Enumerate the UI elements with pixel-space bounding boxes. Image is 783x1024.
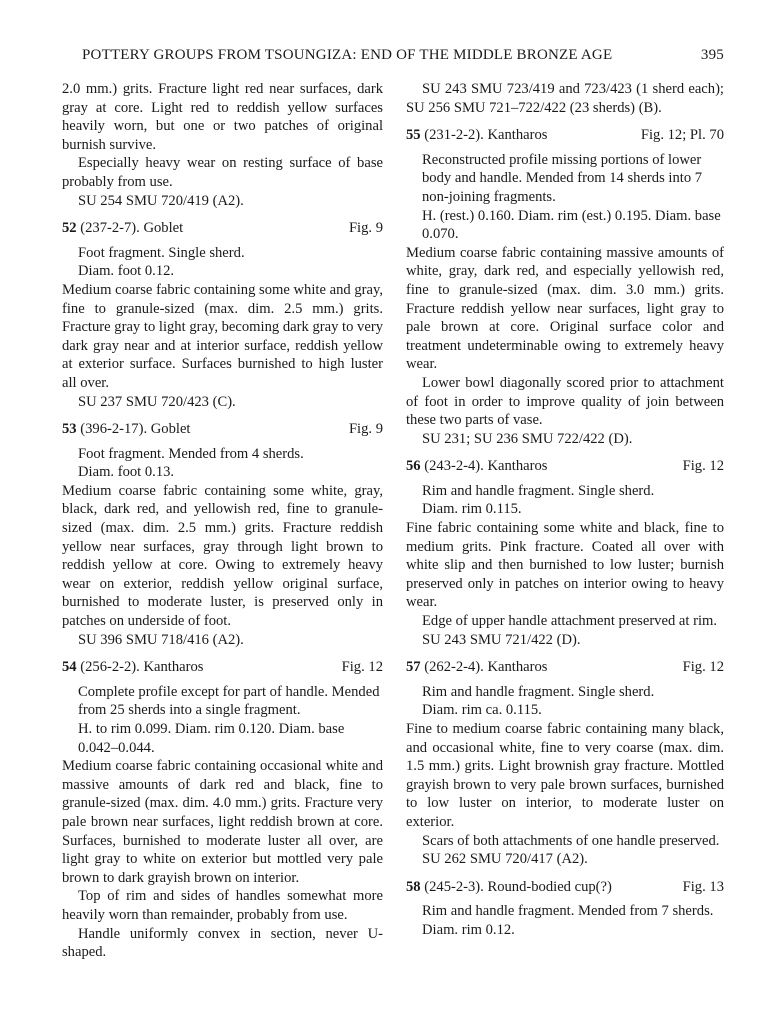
entry-body-paragraph: Medium coarse fabric containing occasional white and massive amounts of dark red and black, fine to granule-sized (max. dim. 4.0 mm.) grits. Fracture very pale brown near surfaces, light reddish brown at core. Surfaces, burnished to moderate luster all over, are light gray to white on exterior but mottled very pale brown to dark grayish brown on interior. <box>62 758 383 886</box>
entry-description: Foot fragment. Single sherd. <box>78 244 245 261</box>
catalogue-entry-heading <box>62 219 383 238</box>
running-title: POTTERY GROUPS FROM TSOUNGIZA: END OF THE MIDDLE BRONZE AGE <box>82 47 613 63</box>
figure-reference: Fig. 12 <box>682 659 724 676</box>
entry-number: 57 <box>406 659 421 676</box>
catalogue-entry-heading <box>406 457 724 476</box>
entry-description: Rim and handle fragment. Mended from 7 sherds. <box>422 903 714 920</box>
catalogue-entry-heading <box>406 658 724 677</box>
entry-description: Diam. rim 0.12. <box>422 921 515 938</box>
entry-description: H. (rest.) 0.160. Diam. rim (est.) 0.195. Diam. base 0.070. <box>422 207 721 243</box>
figure-reference: Fig. 9 <box>348 220 383 237</box>
entry-title: (396-2-17). Goblet <box>76 421 191 438</box>
page-number: 395 <box>700 47 724 63</box>
carry-over-paragraph: 2.0 mm.) grits. Fracture light red near surfaces, dark gray at core. Light red to reddish yellow surfaces heavily worn, but one or two patches of original burnish survive. <box>62 81 383 153</box>
entry-number: 58 <box>406 878 421 895</box>
entry-description: Reconstructed profile missing portions of lower body and handle. Mended from 14 sherds into 7 non-joining fragments. <box>422 151 703 205</box>
carry-over-paragraph: SU 254 SMU 720/419 (A2). <box>78 192 244 209</box>
entry-description: Diam. rim ca. 0.115. <box>422 702 542 719</box>
figure-reference: Fig. 13 <box>682 878 724 895</box>
entry-body-paragraph: Medium coarse fabric containing some white, gray, black, dark red, and yellowish red, fine to granule-sized (max. dim. 2.5 mm.) grits. Fracture reddish yellow near surfaces, gray through light brown to reddish yellow at core. Owing to extremely heavy wear on exterior, reddish yellow original surface, burnished to moderate luster, is preserved only in patches on underside of foot. <box>62 482 383 630</box>
catalogue-entry-heading <box>406 878 724 897</box>
entry-number: 53 <box>62 421 77 438</box>
entry-description: Diam. rim 0.115. <box>422 501 522 518</box>
figure-reference: Fig. 12 <box>682 458 724 475</box>
entry-body-paragraph: Fine fabric containing some white and black, fine to medium grits. Pink fracture. Coated all over with white slip and then burnished to low luster; burnish preserved only in patches on interior owing to heavy wear. <box>406 520 724 611</box>
entry-number: 54 <box>62 659 77 676</box>
entry-title: (243-2-4). Kantharos <box>420 458 548 475</box>
entry-context-reference: SU 231; SU 236 SMU 722/422 (D). <box>422 430 633 447</box>
figure-reference: Fig. 12; Pl. 70 <box>640 127 724 144</box>
entry-context-reference: SU 262 SMU 720/417 (A2). <box>422 851 588 868</box>
right-column <box>406 80 724 940</box>
entry-body-paragraph: Top of rim and sides of handles somewhat more heavily worn than remainder, probably from use. <box>62 888 383 923</box>
entry-description: Rim and handle fragment. Single sherd. <box>422 683 655 700</box>
catalogue-entry-heading <box>406 126 724 145</box>
entry-description: Diam. foot 0.13. <box>78 464 175 481</box>
entry-body-paragraph: Edge of upper handle attachment preserved at rim. <box>422 613 717 630</box>
entry-body-paragraph: Lower bowl diagonally scored prior to attachment of foot in order to improve quality of join between these two parts of vase. <box>406 374 724 429</box>
entry-body-paragraph: Fine to medium coarse fabric containing many black, and occasional white, fine to very coarse (max. dim. 1.5 mm.) grits. Light brownish gray fracture. Mottled grayish brown to very pale brown surfaces, burnished to low luster on interior, to moderate luster on exterior. <box>406 721 724 830</box>
entry-context-reference: SU 243 SMU 721/422 (D). <box>422 631 581 648</box>
entry-description: Rim and handle fragment. Single sherd. <box>422 482 655 499</box>
entry-description: Foot fragment. Mended from 4 sherds. <box>78 445 304 462</box>
carry-over-paragraph: Especially heavy wear on resting surface of base probably from use. <box>62 155 383 190</box>
entry-body-paragraph: Handle uniformly convex in section, never U-shaped. <box>62 925 383 961</box>
entry-context-reference: SU 396 SMU 718/416 (A2). <box>78 631 244 648</box>
entry-title: (245-2-3). Round-bodied cup(?) <box>420 878 612 895</box>
entry-body-paragraph: Medium coarse fabric containing some white and gray, fine to granule-sized (max. dim. 2.5 mm.) grits. Fracture gray to light gray, becoming dark gray to very dark gray near and at interior surface, reddish yellow at exterior surface. Surfaces burnished to high luster all over. <box>62 281 383 391</box>
entry-number: 56 <box>406 458 421 475</box>
entry-context-reference: SU 237 SMU 720/423 (C). <box>78 393 236 410</box>
entry-title: (262-2-4). Kantharos <box>420 659 548 676</box>
entry-description: Complete profile except for part of handle. Mended from 25 sherds into a single fragment. <box>78 683 380 719</box>
left-column <box>62 80 383 962</box>
catalogue-entry-heading <box>62 420 383 439</box>
carry-over-paragraph: SU 243 SMU 723/419 and 723/423 (1 sherd each); SU 256 SMU 721–722/422 (23 sherds) (B). <box>406 81 724 116</box>
entry-description: Diam. foot 0.12. <box>78 263 175 280</box>
entry-number: 55 <box>406 127 421 144</box>
entry-description: H. to rim 0.099. Diam. rim 0.120. Diam. base 0.042–0.044. <box>78 721 345 756</box>
running-head <box>62 47 724 67</box>
entry-number: 52 <box>62 220 77 237</box>
entry-title: (231-2-2). Kantharos <box>420 127 548 144</box>
figure-reference: Fig. 9 <box>348 421 383 438</box>
entry-body-paragraph: Medium coarse fabric containing massive amounts of white, gray, dark red, and especially yellowish red, fine to granule-sized (max. dim. 3.0 mm.) grits. Fracture reddish yellow near surfaces, light gray to pale brown at core. Original surface color and treatment undeterminable owing to extremely heavy wear. <box>406 244 724 373</box>
figure-reference: Fig. 12 <box>341 659 383 676</box>
entry-title: (237-2-7). Goblet <box>76 220 184 237</box>
catalogue-entry-heading <box>62 658 383 677</box>
entry-title: (256-2-2). Kantharos <box>76 659 204 676</box>
entry-body-paragraph: Scars of both attachments of one handle preserved. <box>422 832 720 849</box>
